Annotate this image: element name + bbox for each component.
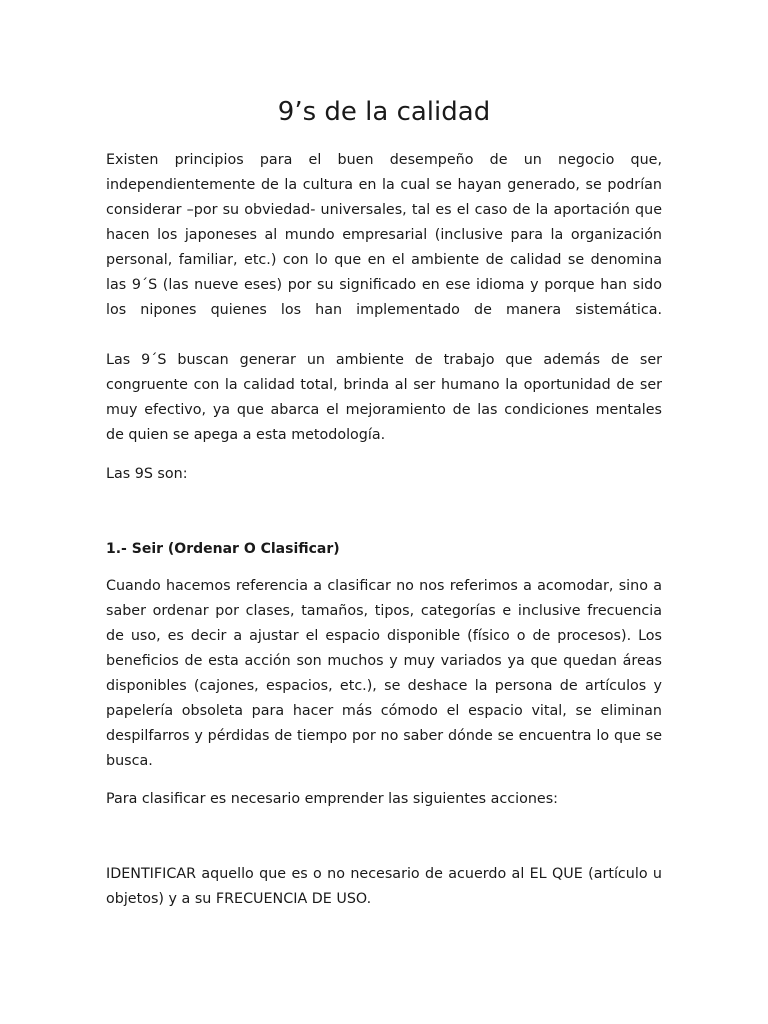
list-intro-paragraph: Las 9S son: xyxy=(106,466,188,482)
document-title: 9’s de la calidad xyxy=(277,97,491,127)
section-heading-seir: 1.- Seir (Ordenar O Clasificar) xyxy=(106,541,340,557)
seir-paragraph: Cuando hacemos referencia a clasificar no nos referimos a acomodar, sino a saber ordenar por clases, tamaños, tipos, categorías e inclusive frecuencia de uso, es decir a ajustar el espacio disponible (físico o de procesos). Los beneficios de esta acción son muchos y muy variados ya que quedan áreas disponibles (cajones, espacios, etc.), se deshace la persona de artículos y papelería obsoleta para hacer más cómodo el espacio vital, se eliminan despilfarros y pérdidas de tiempo por no saber dónde se encuentra lo que se busca. xyxy=(106,578,662,769)
classify-actions-paragraph: Para clasificar es necesario emprender las siguientes acciones: xyxy=(106,791,558,807)
intro-paragraph: Existen principios para el buen desempeño de un negocio que, independientemente de la cultura en la cual se hayan generado, se podrían considerar –por su obviedad- universales, tal es el caso de la aportación que hacen los japoneses al mundo empresarial (inclusive para la organización personal, familiar, etc.) con lo que en el ambiente de calidad se denomina las 9´S (las nueve eses) por su significado en ese idioma y porque han sido los nipones quienes los han implementado de manera sistemática. xyxy=(106,152,662,318)
identify-paragraph: IDENTIFICAR aquello que es o no necesario de acuerdo al EL QUE (artículo u objetos) y a su FRECUENCIA DE USO. xyxy=(106,866,662,907)
nine-s-paragraph: Las 9´S buscan generar un ambiente de trabajo que además de ser congruente con la calidad total, brinda al ser humano la oportunidad de ser muy efectivo, ya que abarca el mejoramiento de las condiciones mentales de quien se apega a esta metodología. xyxy=(106,352,662,443)
